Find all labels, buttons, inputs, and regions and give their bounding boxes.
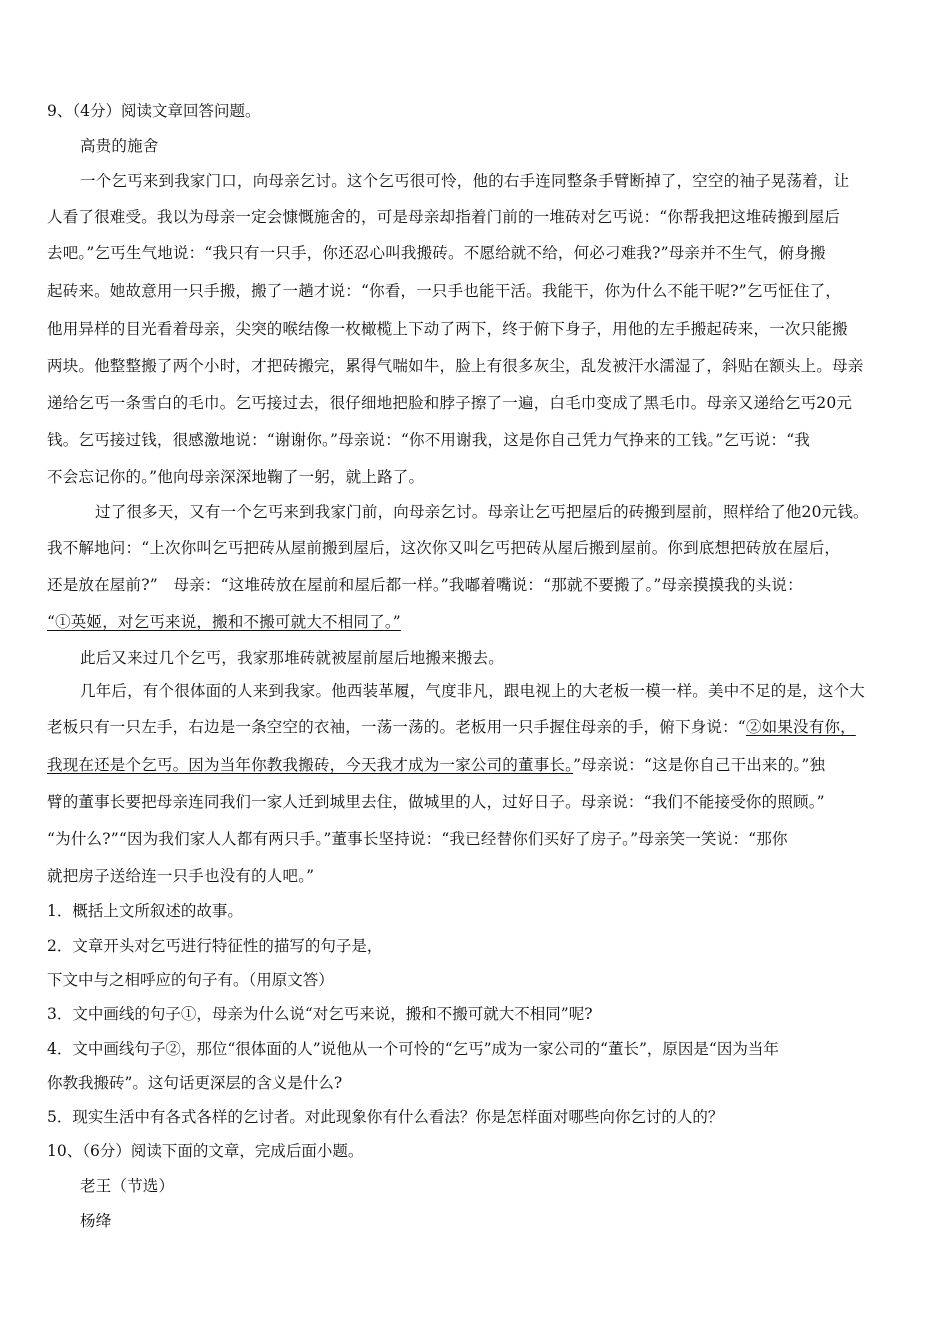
paragraph-4-line [47, 755, 907, 775]
article-title: 高贵的施舍 [80, 137, 159, 155]
underlined-sentence-2-part-1: ②如果没有你， [745, 718, 856, 736]
paragraph-2-line: 还是放在屋前?” 母亲：“这堆砖放在屋前和屋后都一样。”我嘟着嘴说：“那就不要搬了。”母亲摸摸我的头说： [47, 576, 803, 594]
paragraph-2-line: 我不解地问：“上次你叫乞丐把砖从屋前搬到屋后，这次你又叫乞丐把砖从屋后搬到屋前。你到底想把砖放在屋后， [47, 539, 841, 557]
paragraph-4-line: 几年后，有个很体面的人来到我家。他西装革履，气度非凡，跟电视上的大老板一模一样。美中不足的是，这个大 [80, 682, 866, 700]
paragraph-1-line: 去吧。”乞丐生气地说：“我只有一只手，你还忍心叫我搬砖。不愿给就不给，何必刁难我?”母亲并不生气，俯身搬 [47, 244, 826, 262]
paragraph-3: 此后又来过几个乞丐，我家那堆砖就被屋前屋后地搬来搬去。 [80, 649, 504, 667]
question-item: 3．文中画线的句子①，母亲为什么说“对乞丐来说，搬和不搬可就大不相同”呢? [47, 1005, 593, 1023]
underlined-sentence-1 [47, 612, 907, 632]
paragraph-4-line: 就把房子送给连一只手也没有的人吧。” [47, 867, 315, 885]
paragraph-4-line-text: 我现在还是个乞丐。因为当年你教我搬砖，今天我才成为一家公司的董事长。”母亲说：“这是你自己干出来的。”独 [47, 756, 826, 774]
question-10-header: 10、（6分）阅读下面的文章，完成后面小题。 [47, 1142, 364, 1160]
underlined-sentence-2-part-2: 我现在还是个乞丐。因为当年你教我搬砖，今天我才成为一家公司的董事长。 [47, 756, 574, 774]
question-item: 4．文中画线句子②，那位“很体面的人”说他从一个可怜的“乞丐”成为一家公司的“董长”，原因是“因为当年 [47, 1040, 779, 1058]
question-item: 2．文章开头对乞丐进行特征性的描写的句子是， [47, 937, 383, 955]
paragraph-4-line [47, 717, 907, 737]
paragraph-2-line: 过了很多天，又有一个乞丐来到我家门前，向母亲乞讨。母亲让乞丐把屋后的砖搬到屋前，照样给了他20元钱。 [95, 503, 869, 521]
paragraph-1-line: 两块。他整整搬了两个小时，才把砖搬完，累得气喘如牛，脸上有很多灰尘，乱发被汗水濡湿了，斜贴在额头上。母亲 [47, 357, 864, 375]
question-9-header: 9、（4分）阅读文章回答问题。 [47, 102, 261, 120]
paragraph-1-line: 他用异样的目光看着母亲，尖突的喉结像一枚橄榄上下动了两下，终于俯下身子，用他的左手搬起砖来，一次只能搬 [47, 320, 848, 338]
paragraph-4-line: “为什么?”“因为我们家人人都有两只手。”董事长坚持说：“我已经替你们买好了房子。”母亲笑一笑说：“那你 [47, 830, 788, 848]
question-item: 5．现实生活中有各式各样的乞讨者。对此现象你有什么看法？你是怎样面对哪些向你乞讨的人的？ [47, 1108, 724, 1126]
paragraph-1-line: 人看了很难受。我以为母亲一定会慷慨施舍的，可是母亲却指着门前的一堆砖对乞丐说：“你帮我把这堆砖搬到屋后 [47, 208, 841, 226]
article-2-author: 杨绛 [80, 1212, 112, 1230]
article-2-title: 老王（节选） [80, 1177, 175, 1195]
paragraph-4-line-text: 老板只有一只左手，右边是一条空空的衣袖，一荡一荡的。老板用一只手握住母亲的手，俯下身说：“②如果没有你， [47, 718, 856, 736]
paragraph-4-line: 臂的董事长要把母亲连同我们一家人迁到城里去住，做城里的人，过好日子。母亲说：“我们不能接受你的照顾。” [47, 793, 825, 811]
paragraph-1-line: 钱。乞丐接过钱，很感激地说：“谢谢你。”母亲说：“你不用谢我，这是你自己凭力气挣来的工钱。”乞丐说：“我 [47, 431, 811, 449]
question-item: 你教我搬砖”。这句话更深层的含义是什么? [47, 1074, 343, 1092]
paragraph-1-line: 不会忘记你的。”他向母亲深深地鞠了一躬，就上路了。 [47, 468, 425, 486]
paragraph-1-line: 起砖来。她故意用一只手搬，搬了一趟才说：“你看，一只手也能干活。我能干，你为什么不能干呢?”乞丐怔住了， [47, 282, 842, 300]
question-item: 下文中与之相呼应的句子有。（用原文答） [47, 971, 334, 989]
paragraph-1-line: 一个乞丐来到我家门口，向母亲乞讨。这个乞丐很可怜，他的右手连同整条手臂断掉了，空空的袖子晃荡着，让 [80, 172, 850, 190]
question-item: 1．概括上文所叙述的故事。 [47, 902, 243, 920]
underlined-sentence-1-text: “①英姬，对乞丐来说，搬和不搬可就大不相同了。” [47, 613, 401, 631]
paragraph-1-line: 递给乞丐一条雪白的毛巾。乞丐接过去，很仔细地把脸和脖子擦了一遍，白毛巾变成了黑毛巾。母亲又递给乞丐20元 [47, 394, 853, 412]
